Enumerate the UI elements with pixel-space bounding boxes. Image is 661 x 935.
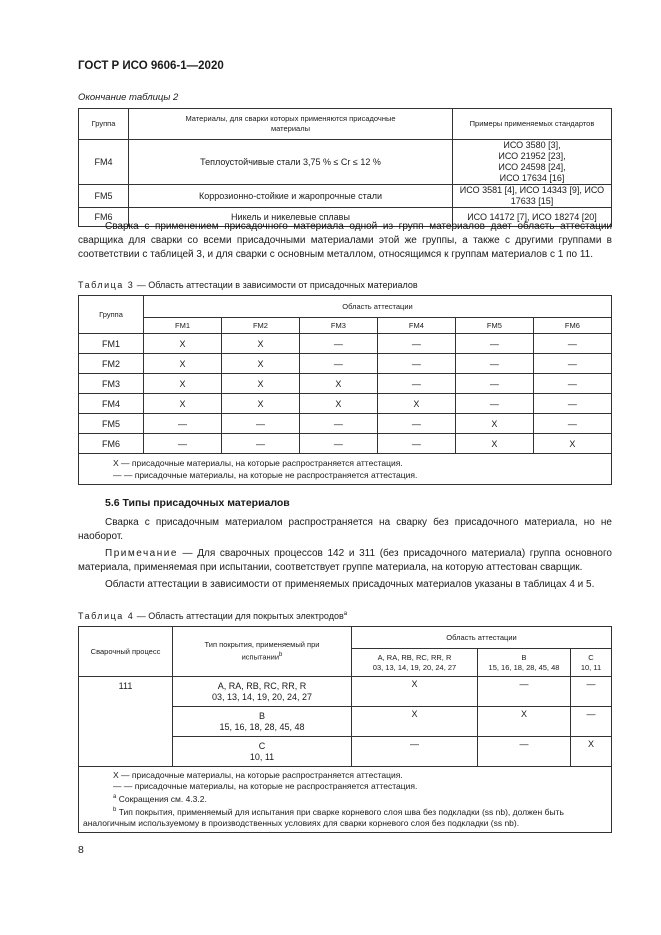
t4-sub-line: B <box>521 652 527 662</box>
t3-col-header: FM6 <box>533 318 611 334</box>
t3-cell: X <box>144 354 222 374</box>
t4-type-line: B <box>258 710 265 721</box>
t3-cell: FM4 <box>79 394 144 414</box>
t3-cell: X <box>455 414 533 434</box>
t3-cell: — <box>377 374 455 394</box>
t3-cell: — <box>455 374 533 394</box>
t4-type-line: 03, 13, 14, 19, 20, 24, 27 <box>211 691 313 702</box>
paragraph-1: Сварка с применением присадочного материала одной из групп материалов дает область аттестации сварщика для сварки со всеми присадочными материалами этой же группы, а также с другими группами в соответствии с таблицей 3, и для сварки с основным металлом, относящимся к группам материалов с 1 по 11. <box>78 221 612 260</box>
t3-cell: — <box>221 434 299 454</box>
t2-cell: Никель и никелевые сплавы <box>129 208 453 227</box>
t3-cell: X <box>221 334 299 354</box>
t4-sub-line: A, RA, RB, RC, RR, R <box>377 652 452 662</box>
table4-caption-text: — Область аттестации для покрытых электродов <box>134 611 344 621</box>
table-row <box>79 394 612 414</box>
section-heading: 5.6 Типы присадочных материалов <box>105 497 290 509</box>
t4-header-process: Сварочный процесс <box>79 627 173 677</box>
t3-cell: — <box>455 354 533 374</box>
t3-cell: — <box>377 434 455 454</box>
t4-type-cell <box>173 707 352 737</box>
t4-header-type-text: Тип покрытия, применяемый при испытании <box>204 640 320 662</box>
t2-cell: FM5 <box>79 185 129 208</box>
t4-note: — — присадочные материалы, на которые не распространяется аттестация. <box>113 781 418 791</box>
table-row <box>79 374 612 394</box>
t3-cell: X <box>144 334 222 354</box>
t4-header-type-sup: b <box>279 652 283 659</box>
t3-col-header: FM5 <box>455 318 533 334</box>
table-row <box>79 677 612 707</box>
t4-sub-line: 10, 11 <box>580 662 602 672</box>
t4-cell: — <box>571 707 612 737</box>
t4-notes <box>79 767 612 833</box>
t4-cell: X <box>478 707 571 737</box>
t3-cell: — <box>455 334 533 354</box>
t4-type-line: 10, 11 <box>249 751 275 762</box>
t3-col-header: FM4 <box>377 318 455 334</box>
note-paragraph <box>78 547 612 575</box>
t3-cell: X <box>533 434 611 454</box>
t3-cell: X <box>299 394 377 414</box>
t4-type-cell <box>173 677 352 707</box>
table3-caption-label: Таблица 3 <box>78 280 135 290</box>
t4-cell: — <box>352 737 478 767</box>
t3-cell: — <box>533 394 611 414</box>
t3-cell: — <box>533 334 611 354</box>
table-row <box>79 354 612 374</box>
t3-cell: X <box>221 354 299 374</box>
t4-footnote-a-mark: a <box>113 794 117 800</box>
t2-cell: ИСО 3580 [3], ИСО 21952 [23], ИСО 24598 [24], ИСО 17634 [16] <box>453 140 612 185</box>
t3-cell: — <box>455 394 533 414</box>
t3-cell: — <box>221 414 299 434</box>
t3-cell: FM1 <box>79 334 144 354</box>
table-3 <box>78 295 612 485</box>
t4-header-area: Область аттестации <box>352 627 612 649</box>
t4-header-type <box>173 627 352 677</box>
t3-cell: — <box>299 354 377 374</box>
t2-cell: ИСО 3581 [4], ИСО 14343 [9], ИСО 17633 [15] <box>453 185 612 208</box>
t2-cell: FM4 <box>79 140 129 185</box>
t3-notes <box>79 454 612 485</box>
t2-header-materials: Материалы, для сварки которых применяются присадочные материалы <box>129 109 453 140</box>
table-4 <box>78 626 612 833</box>
t3-cell: FM6 <box>79 434 144 454</box>
t3-cell: — <box>533 414 611 434</box>
t3-cell: FM5 <box>79 414 144 434</box>
t3-header-area: Область аттестации <box>144 296 612 318</box>
t4-type-line: C <box>258 740 266 751</box>
t3-cell: — <box>299 414 377 434</box>
t4-sub-line: 15, 16, 18, 28, 45, 48 <box>488 662 560 672</box>
t4-note: X — присадочные материалы, на которые распространяется аттестация. <box>113 770 403 780</box>
t3-cell: FM2 <box>79 354 144 374</box>
t4-footnote-a <box>113 792 607 805</box>
t2-header-group: Группа <box>79 109 129 140</box>
t4-cell: X <box>352 707 478 737</box>
t2-cell: FM6 <box>79 208 129 227</box>
table4-caption-label: Таблица 4 <box>78 611 135 621</box>
t3-cell: — <box>144 434 222 454</box>
t3-note: — — присадочные материалы, на которые не распространяется аттестация. <box>113 470 418 480</box>
t3-cell: — <box>377 414 455 434</box>
t4-sub-header <box>352 649 478 677</box>
t4-type-line: A, RA, RB, RC, RR, R <box>217 680 307 691</box>
t3-cell: X <box>455 434 533 454</box>
t4-sub-line: 03, 13, 14, 19, 20, 24, 27 <box>372 662 457 672</box>
t4-footnote-b-mark: b <box>113 806 117 813</box>
t3-col-header: FM1 <box>144 318 222 334</box>
t3-cell: — <box>533 354 611 374</box>
t4-process-cell: 111 <box>79 677 173 767</box>
t4-cell: — <box>478 677 571 707</box>
t3-cell: — <box>377 334 455 354</box>
t4-cell: X <box>571 737 612 767</box>
t3-cell: X <box>221 374 299 394</box>
t4-cell: — <box>478 737 571 767</box>
t3-cell: FM3 <box>79 374 144 394</box>
t3-cell: X <box>299 374 377 394</box>
note-text: — Для сварочных процессов 142 и 311 (без присадочного материала) группа основного материала, применяемая при испытании, соответствует группе материала, на которую аттестован сварщик. <box>78 548 612 573</box>
t3-cell: X <box>377 394 455 414</box>
table-row <box>79 334 612 354</box>
t3-note: X — присадочные материалы, на которые распространяется аттестация. <box>113 458 403 468</box>
t3-cell: — <box>377 354 455 374</box>
t3-cell: — <box>533 374 611 394</box>
document-header: ГОСТ Р ИСО 9606-1—2020 <box>78 60 224 72</box>
t3-col-header: FM3 <box>299 318 377 334</box>
t4-sub-header <box>571 649 612 677</box>
t2-header-standards: Примеры применяемых стандартов <box>453 109 612 140</box>
table2-caption: Окончание таблицы 2 <box>78 92 179 103</box>
t3-cell: X <box>144 394 222 414</box>
t4-sub-header <box>478 649 571 677</box>
paragraph-3: Области аттестации в зависимости от применяемых присадочных материалов указаны в таблицах 4 и 5. <box>105 579 595 590</box>
t2-cell: ИСО 14172 [7], ИСО 18274 [20] <box>453 208 612 227</box>
t4-type-line: 15, 16, 18, 28, 45, 48 <box>219 721 305 732</box>
table4-caption <box>78 611 347 621</box>
t2-cell: Коррозионно-стойкие и жаропрочные стали <box>129 185 453 208</box>
t3-cell: — <box>144 414 222 434</box>
table3-caption-text: — Область аттестации в зависимости от присадочных материалов <box>134 280 418 290</box>
t3-header-group: Группа <box>79 296 144 334</box>
page-number: 8 <box>78 844 84 856</box>
t3-cell: — <box>299 434 377 454</box>
table-row <box>79 414 612 434</box>
table-row <box>79 434 612 454</box>
t3-cell: X <box>144 374 222 394</box>
t4-footnote-b <box>83 805 607 829</box>
t3-cell: X <box>221 394 299 414</box>
table-row <box>79 140 612 185</box>
t4-cell: X <box>352 677 478 707</box>
table3-caption <box>78 280 418 290</box>
t2-cell: Теплоустойчивые стали 3,75 % ≤ Cr ≤ 12 % <box>129 140 453 185</box>
t4-type-cell <box>173 737 352 767</box>
note-label: Примечание <box>105 548 178 559</box>
t4-footnote-b-text: Тип покрытия, применяемый для испытания при сварке корневого слоя шва без подкладки (ss nb), должен быть аналогичным используемому в производственных условиях для сварки корневого слоя без подкладки (ss nb). <box>83 806 564 828</box>
table4-caption-sup: a <box>343 611 348 617</box>
paragraph-2: Сварка с присадочным материалом распространяется на сварку без присадочного материала, но не наоборот. <box>78 517 612 542</box>
t4-cell: — <box>571 677 612 707</box>
t3-col-header: FM2 <box>221 318 299 334</box>
table-2 <box>78 108 612 227</box>
table-row <box>79 185 612 208</box>
t3-cell: — <box>299 334 377 354</box>
t4-footnote-a-text: Сокращения см. 4.3.2. <box>116 793 207 804</box>
t4-sub-line: C <box>588 652 594 662</box>
